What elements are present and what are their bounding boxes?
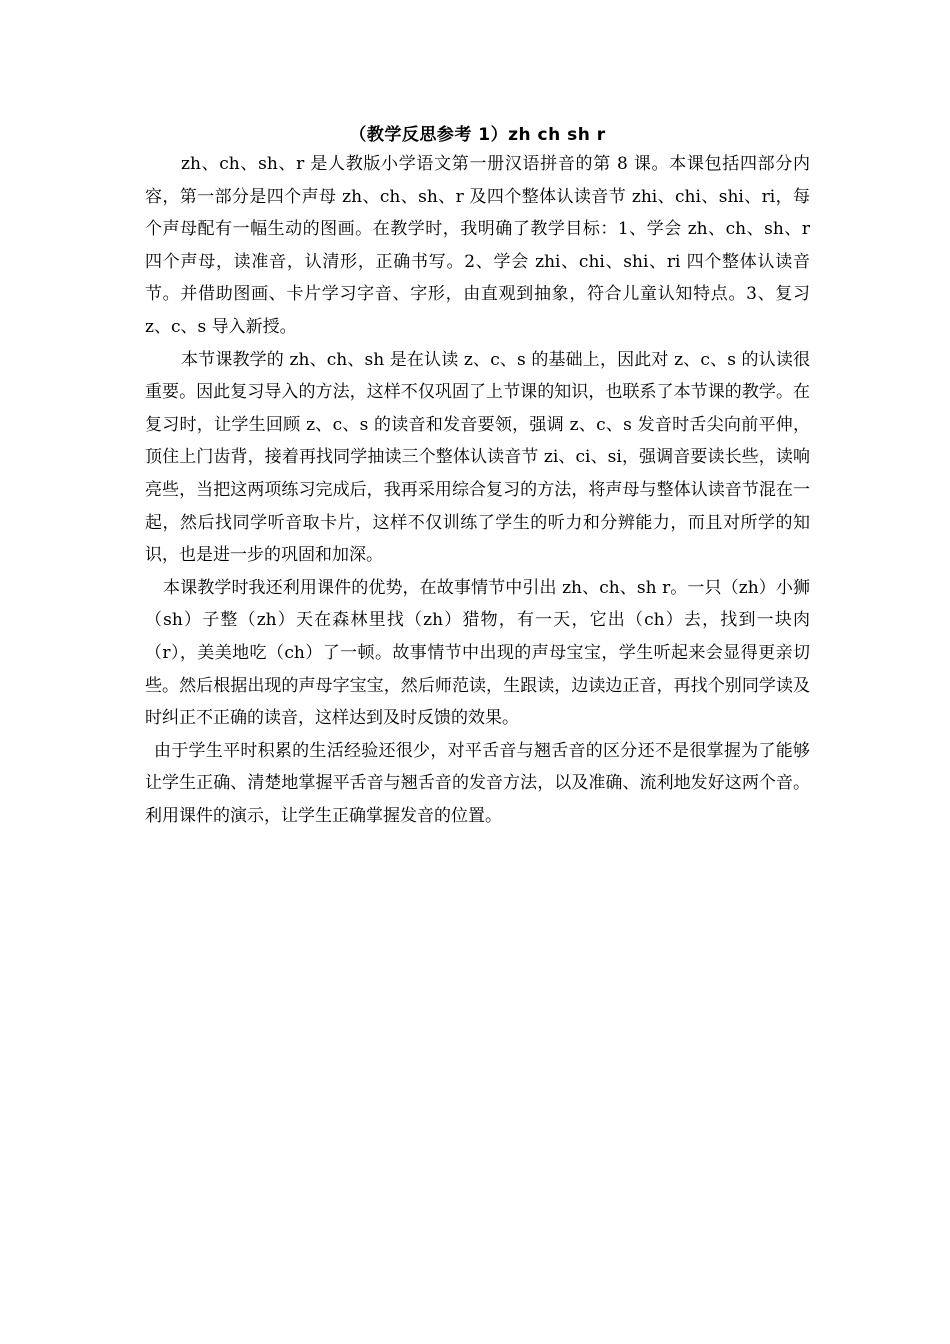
paragraph-2: 本节课教学的 zh、ch、sh 是在认读 z、c、s 的基础上，因此对 z、c、s 的认读很重要。因此复习导入的方法，这样不仅巩固了上节课的知识，也联系了本节课的教学。在复习时，让学生回顾 z、c、s 的读音和发音要领，强调 z、c、s 发音时舌尖向前平伸，顶住上门齿背，接着再找同学抽读三个整体认读音节 zi、ci、si，强调音要读长些，读响亮些，当把这两项练习完成后，我再采用综合复习的方法，将声母与整体认读音节混在一起，然后找同学听音取卡片，这样不仅训练了学生的听力和分辨能力，而且对所学的知识，也是进一步的巩固和加深。	[145, 349, 810, 566]
paragraph-1: zh、ch、sh、r 是人教版小学语文第一册汉语拼音的第 8 课。本课包括四部分内容，第一部分是四个声母 zh、ch、sh、r 及四个整体认读音节 zhi、chi、shi、ri，每个声母配有一幅生动的图画。在教学时，我明确了教学目标：1、学会 zh、ch、sh、r 四个声母，读准音，认清形，正确书写。2、学会 zhi、chi、shi、ri 四个整体认读音节。并借助图画、卡片学习字音、字形，由直观到抽象，符合儿童认知特点。3、复习 z、c、s 导入新授。	[145, 154, 810, 337]
document-title: （教学反思参考 1）zh ch sh r	[349, 125, 606, 145]
document-body	[145, 124, 810, 832]
paragraph-3: 本课教学时我还利用课件的优势，在故事情节中引出 zh、ch、sh r。一只（zh）小狮（sh）子整（zh）天在森林里找（zh）猎物，有一天，它出（ch）去，找到一块肉（r），美美地吃（ch）了一顿。故事情节中出现的声母宝宝，学生听起来会显得更亲切些。然后根据出现的声母字宝宝，然后师范读，生跟读，边读边正音，再找个别同学读及时纠正不正确的读音，这样达到及时反馈的效果。	[145, 577, 810, 729]
paragraph-4: 由于学生平时积累的生活经验还很少，对平舌音与翘舌音的区分还不是很掌握为了能够让学生正确、清楚地掌握平舌音与翘舌音的发音方法，以及准确、流利地发好这两个音。利用课件的演示，让学生正确掌握发音的位置。	[145, 740, 810, 826]
